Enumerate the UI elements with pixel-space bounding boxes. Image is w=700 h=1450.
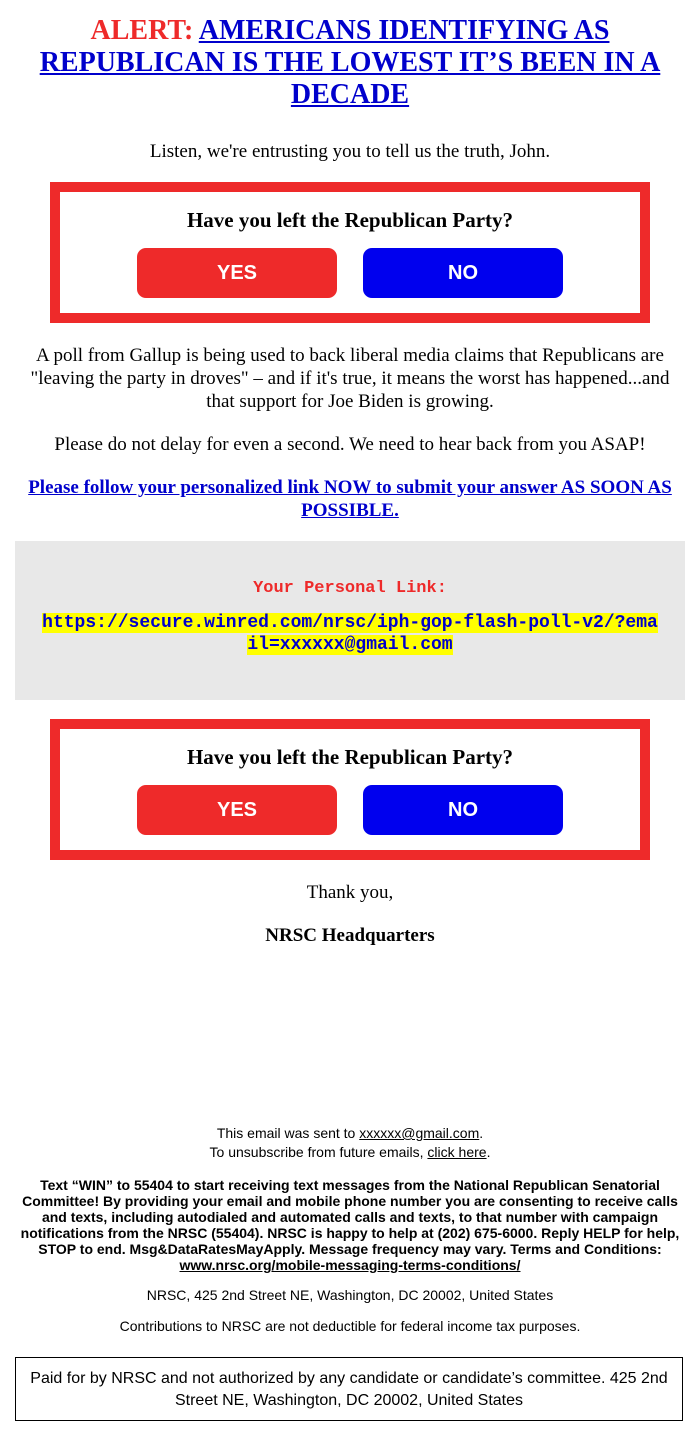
poll-question: Have you left the Republican Party? bbox=[186, 208, 514, 232]
sender-name: NRSC Headquarters bbox=[265, 925, 435, 946]
alert-label: ALERT: bbox=[90, 15, 194, 46]
sent-to-line: This email was sent to xxxxxx@gmail.com. bbox=[216, 1125, 484, 1141]
poll-question: Have you left the Republican Party? bbox=[186, 745, 514, 769]
sms-text: Text “WIN” to 55404 to start receiving text messages from the National Republican Senatorial Committee! By providing your email and mobile phone number you are consenting to receive calls and texts, including autodialed and automated calls and texts, to that number with campaign notifications from the NRSC (55404). NRSC is happy to help at (202) 675-6000. Reply HELP for help, STOP to end. Msg&DataRatesMayApply. Message frequency may vary. Terms and Conditions: bbox=[20, 1177, 680, 1257]
email-link[interactable]: xxxxxx@gmail.com bbox=[359, 1125, 480, 1141]
headline bbox=[0, 15, 700, 111]
yes-button[interactable]: YES bbox=[137, 785, 337, 835]
sent-to-text: This email was sent to bbox=[216, 1125, 360, 1141]
no-button[interactable]: NO bbox=[363, 248, 563, 298]
paid-for-box: Paid for by NRSC and not authorized by any candidate or candidate’s committee. 425 2nd Street NE, Washington, DC 20002, United States bbox=[15, 1357, 683, 1421]
intro-text: Listen, we're entrusting you to tell us the truth, John. bbox=[149, 141, 551, 162]
tax-disclaimer: Contributions to NRSC are not deductible for federal income tax purposes. bbox=[119, 1318, 581, 1334]
unsubscribe-line: To unsubscribe from future emails, click here. bbox=[209, 1144, 491, 1160]
yes-button[interactable]: YES bbox=[137, 248, 337, 298]
personal-link-label: Your Personal Link: bbox=[253, 579, 447, 598]
body-paragraph: Please do not delay for even a second. We need to hear back from you ASAP! bbox=[54, 434, 646, 455]
terms-link[interactable]: www.nrsc.org/mobile-messaging-terms-conditions/ bbox=[179, 1257, 521, 1273]
unsubscribe-text: To unsubscribe from future emails, bbox=[209, 1144, 428, 1160]
headline-link[interactable]: AMERICANS IDENTIFYING AS REPUBLICAN IS THE LOWEST IT’S BEEN IN A DECADE bbox=[39, 15, 661, 110]
poll-box-top bbox=[50, 182, 650, 323]
body-paragraph: A poll from Gallup is being used to back liberal media claims that Republicans are "leaving the party in droves" – and if it's true, it means the worst has happened...and that support for Joe Biden is growing. bbox=[30, 345, 670, 412]
unsubscribe-link[interactable]: click here bbox=[427, 1144, 487, 1160]
no-button[interactable]: NO bbox=[363, 785, 563, 835]
thanks-text: Thank you, bbox=[306, 882, 394, 903]
personal-link-box bbox=[15, 541, 685, 700]
sms-disclaimer bbox=[0, 1177, 700, 1273]
poll-box-bottom bbox=[50, 719, 650, 860]
address-text: NRSC, 425 2nd Street NE, Washington, DC 20002, United States bbox=[146, 1287, 554, 1303]
personal-link-url[interactable]: https://secure.winred.com/nrsc/iph-gop-flash-poll-v2/?email=xxxxxx@gmail.com bbox=[42, 613, 658, 655]
cta-link[interactable]: Please follow your personalized link NOW to submit your answer AS SOON AS POSSIBLE. bbox=[28, 477, 672, 521]
